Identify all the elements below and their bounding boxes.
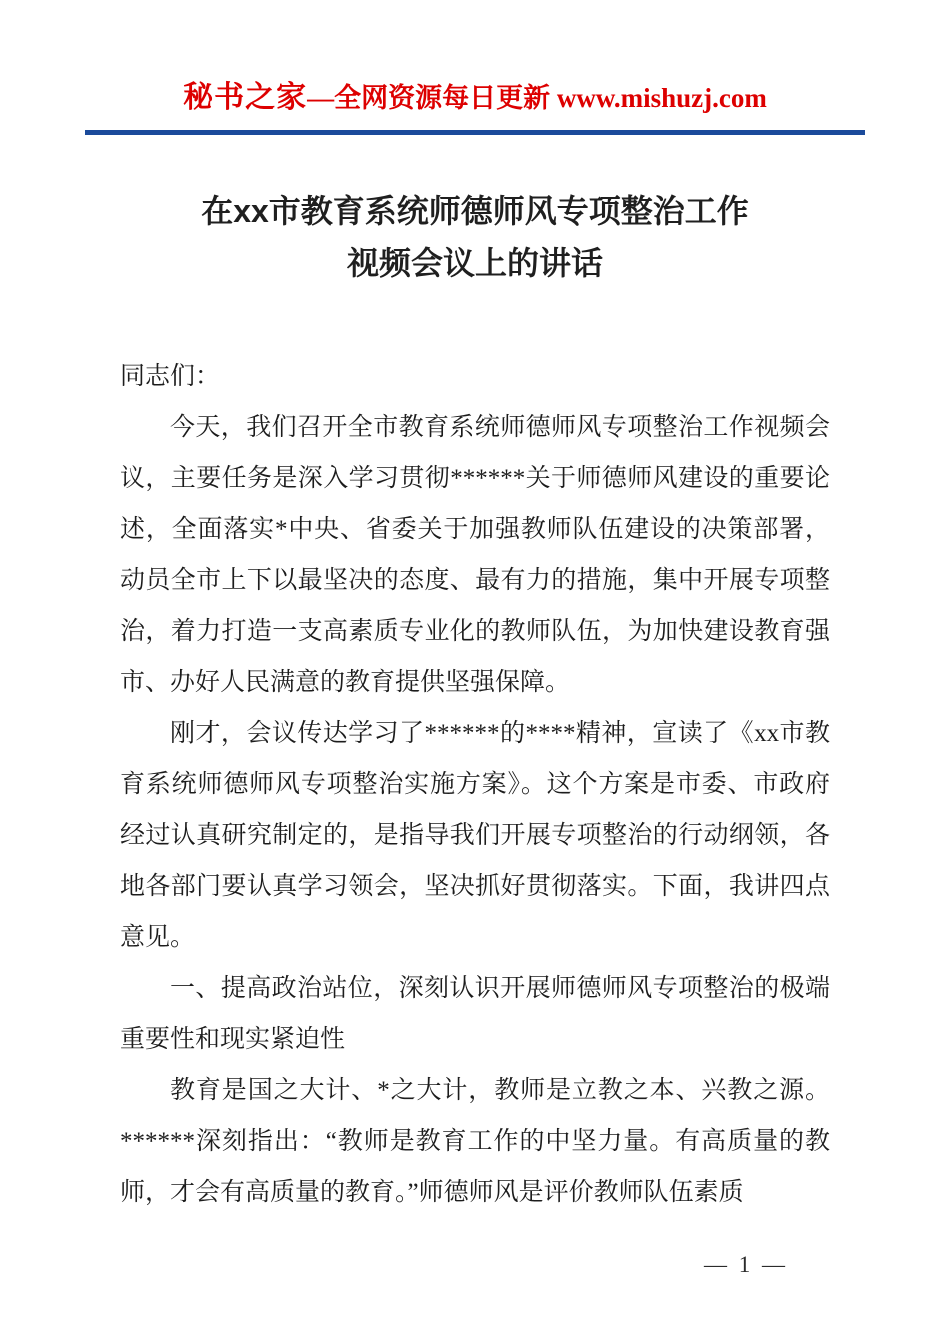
site-url: www.mishuzj.com: [556, 83, 767, 113]
document-title-line2: 视频会议上的讲话: [346, 245, 603, 281]
site-brand: 秘书之家: [183, 81, 308, 114]
masthead: [85, 72, 865, 135]
page-number: — 1 —: [704, 1252, 788, 1277]
document-title-line1: 在xx市教育系统师德师风专项整治工作: [201, 193, 749, 229]
document-body: [120, 351, 830, 1218]
document-title: [120, 185, 830, 289]
site-tagline: —全网资源每日更新: [307, 83, 557, 113]
paragraph-3: 教育是国之大计、*之大计，教师是立教之本、兴教之源。******深刻指出：“教师是教育工作的中坚力量。有高质量的教师，才会有高质量的教育。”师德师风是评价教师队伍素质: [120, 1077, 830, 1206]
salutation: 同志们：: [120, 363, 221, 390]
paragraph-2: 刚才，会议传达学习了******的****精神，宣读了《xx市教育系统师德师风专项整治实施方案》。这个方案是市委、市政府经过认真研究制定的，是指导我们开展专项整治的行动纲领，各地各部门要认真学习领会，坚决抓好贯彻落实。下面，我讲四点意见。: [120, 720, 830, 951]
section-heading-1: 一、提高政治站位，深刻认识开展师德师风专项整治的极端重要性和现实紧迫性: [120, 975, 830, 1053]
paragraph-1: 今天，我们召开全市教育系统师德师风专项整治工作视频会议，主要任务是深入学习贯彻******关于师德师风建设的重要论述，全面落实*中央、省委关于加强教师队伍建设的决策部署，动员全市上下以最坚决的态度、最有力的措施，集中开展专项整治，着力打造一支高素质专业化的教师队伍，为加快建设教育强市、办好人民满意的教育提供坚强保障。: [120, 414, 830, 696]
